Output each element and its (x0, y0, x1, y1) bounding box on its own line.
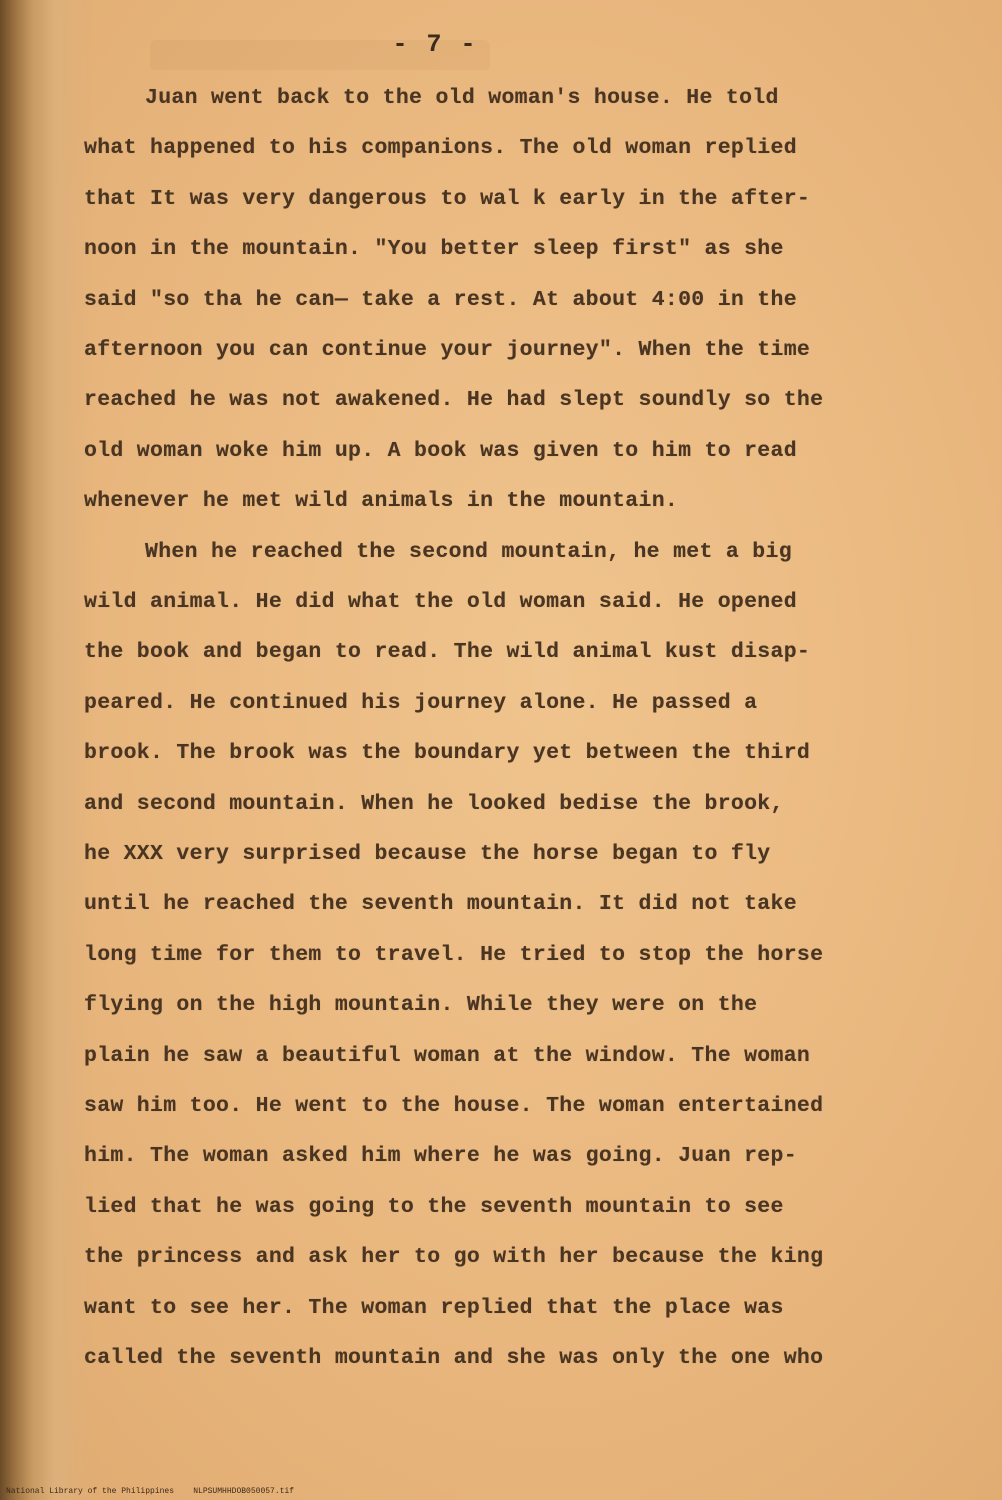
text-line: wild animal. He did what the old woman said. He opened (84, 590, 797, 614)
text-line: peared. He continued his journey alone. He passed a (84, 690, 758, 715)
text-line: afternoon you can continue your journey". When the time (84, 338, 811, 362)
text-line: plain he saw a beautiful woman at the window. The woman (84, 1043, 811, 1068)
text-line: what happened to his companions. The old woman replied (84, 136, 797, 161)
text-line: lied that he was going to the seventh mountain to see (84, 1194, 784, 1219)
text-line: whenever he met wild animals in the mountain. (84, 489, 679, 514)
text-line: the book and began to read. The wild animal kust disap- (84, 640, 811, 665)
text-line: want to see her. The woman replied that the place was (84, 1295, 784, 1320)
text-line: the princess and ask her to go with her because the king (84, 1245, 824, 1270)
text-line: until he reached the seventh mountain. It did not take (84, 892, 797, 917)
text-line: said "so tha he can— take a rest. At about 4:00 in the (84, 287, 797, 312)
text-line: that It was very dangerous to wal k early in the after- (84, 186, 811, 211)
scan-footer-caption: National Library of the Philippines NLPSUMHHDOB050057.tif (6, 1487, 295, 1496)
text-line: reached he was not awakened. He had slept soundly so the (84, 388, 824, 413)
page-number: - 7 - (392, 30, 478, 59)
text-line: long time for them to travel. He tried to stop the horse (84, 942, 824, 967)
text-line: Juan went back to the old woman's house. He told (145, 86, 779, 110)
text-line: he XXX very surprised because the horse began to fly (84, 842, 771, 866)
text-line: called the seventh mountain and she was only the one who (84, 1346, 824, 1370)
text-line: flying on the high mountain. While they were on the (84, 993, 758, 1018)
text-line: noon in the mountain. "You better sleep first" as she (84, 237, 784, 262)
text-line: saw him too. He went to the house. The woman entertained (84, 1094, 824, 1118)
text-line: When he reached the second mountain, he met a big (145, 539, 792, 564)
text-line: old woman woke him up. A book was given to him to read (84, 438, 797, 463)
text-line: brook. The brook was the boundary yet between the third (84, 741, 811, 766)
text-line: him. The woman asked him where he was going. Juan rep- (84, 1144, 797, 1169)
text-line: and second mountain. When he looked bedise the brook, (84, 791, 784, 816)
